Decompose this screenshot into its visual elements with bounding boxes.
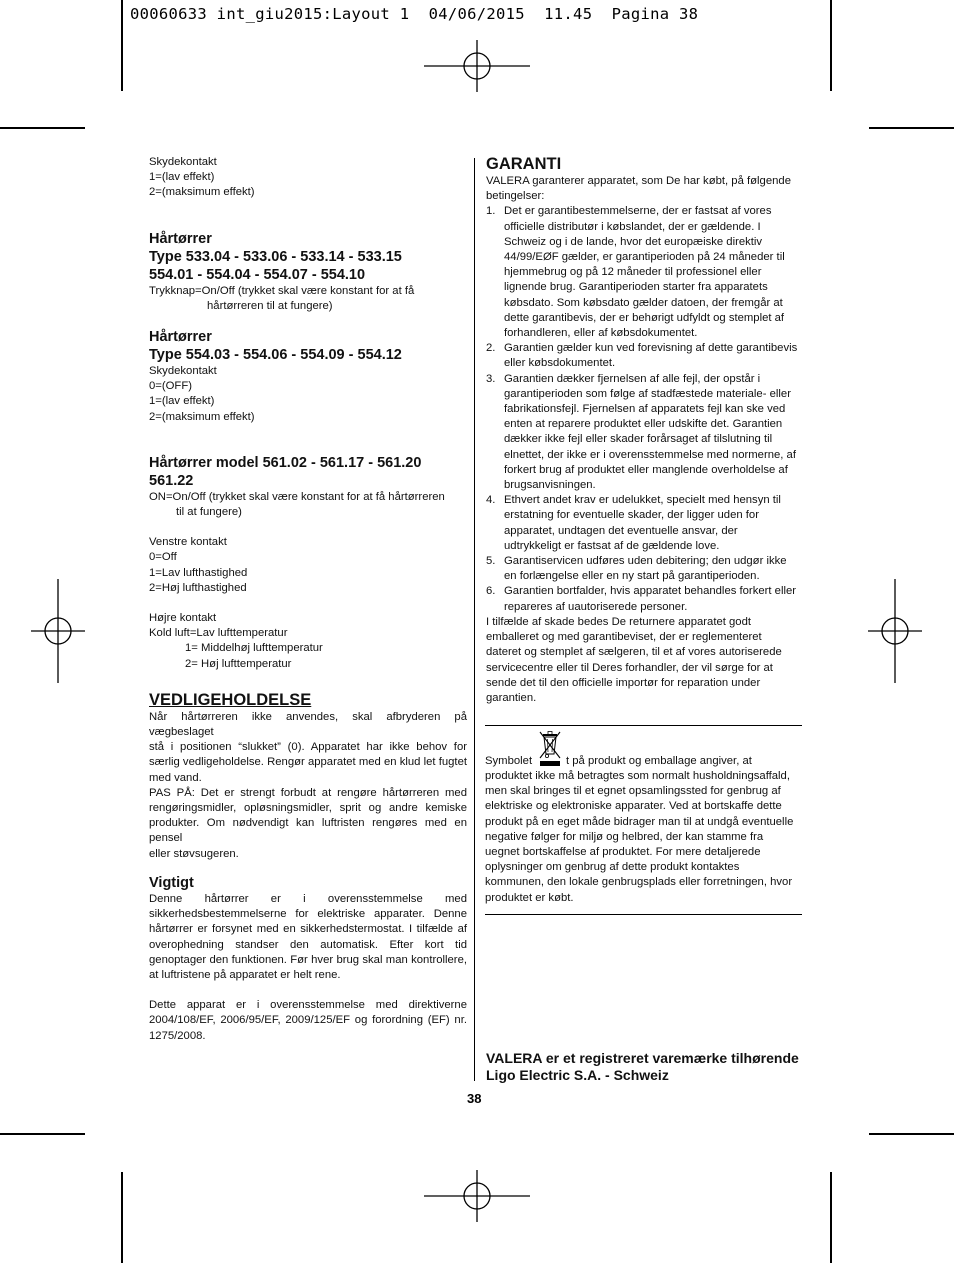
crop-mark	[869, 1133, 954, 1135]
text-line: 2= Høj lufttemperatur	[185, 657, 292, 670]
warranty-item	[486, 554, 804, 584]
text-line: fabrikationsfejl. Fjernelsen af apparatets fejl kan ske ved	[504, 403, 786, 416]
divider	[485, 914, 802, 915]
crop-mark	[830, 1172, 832, 1263]
section-title: VEDLIGEHOLDELSE	[149, 690, 312, 709]
section-title: Vigtigt	[149, 874, 194, 891]
text-line: til at fungere)	[176, 506, 242, 519]
text-line: uegnet bortskaffelse af produktet. For mere detaljerede	[485, 846, 761, 859]
warranty-item	[486, 204, 804, 341]
text-line: repareres af uautoriserede personer.	[504, 600, 688, 613]
text-line: 1=(lav effekt)	[149, 395, 215, 408]
model-types: Type 554.03 - 554.06 - 554.09 - 554.12	[149, 347, 402, 364]
text-line: garantiperioden som følge af stadfæstede materiale- eller	[504, 387, 791, 400]
text-line: med vand.	[149, 771, 202, 784]
section-title: GARANTI	[486, 155, 562, 173]
text-line: apparatet, undtagen det eventuelle ansvar, der	[504, 524, 738, 537]
text-line: officielle distributør i købslandet, der er gældende. I	[504, 220, 761, 233]
warranty-item-number: 1.	[486, 205, 496, 218]
text-line: kommunen, den lokale genbrugsplads eller forretningen, hvor	[485, 876, 793, 889]
text-line: hjemmebrug og på 12 måneder til professionel eller	[504, 266, 762, 279]
text-line: Dette apparat er i overensstemmelse med direktiverne	[149, 999, 467, 1012]
crop-mark	[0, 127, 85, 129]
text-line: men skal bringes til et egnet opsamlingssted for genbrug af	[485, 785, 781, 798]
text-line: Garantien bortfalder, hvis apparatet behandles forkert eller	[504, 585, 797, 598]
warranty-item-number: 5.	[486, 555, 496, 568]
weee-bin-icon	[538, 730, 562, 773]
text-line: 2004/108/EF, 2006/95/EF, 2009/125/EF og forordning (EF) nr.	[149, 1014, 467, 1027]
text-line: emballeret og med garantibeviset, der er reglementeret	[486, 631, 762, 644]
model-types: Type 533.04 - 533.06 - 533.14 - 533.15	[149, 248, 402, 265]
model-types: 554.01 - 554.04 - 554.07 - 554.10	[149, 266, 366, 283]
text-line: brugsanvisningen.	[504, 479, 596, 492]
text-line: 2=(maksimum effekt)	[149, 410, 255, 423]
section-title: Hårtørrer	[149, 329, 212, 346]
trademark-note	[486, 1050, 816, 1084]
crop-mark	[121, 0, 123, 91]
text-line: dateret og stemplet af sælgeren, til et af vores autoriserede	[486, 646, 782, 659]
crop-mark	[0, 1133, 85, 1135]
text-line: Garantien dækker fjernelsen af alle fejl, der opstår i	[504, 372, 761, 385]
text-line: 2=Høj lufthastighed	[149, 581, 247, 594]
text-line: en forlængelse eller en ny start på garantiperioden.	[504, 570, 760, 583]
warranty-item-text	[504, 341, 804, 371]
text-line: sende det til den officielle importør for reparation under	[486, 676, 761, 689]
text-line: 1=Lav lufthastighed	[149, 566, 248, 579]
text-line: betingelser:	[486, 190, 545, 203]
text-line: dette garantibevis, der er behørigt udfyldt og stemplet af	[504, 311, 785, 324]
text-line: dækker ikke fejl eller skader forårsaget af tilslutning til	[504, 433, 773, 446]
text-line: Skydekontakt	[149, 365, 217, 378]
warranty-item-number: 4.	[486, 494, 496, 507]
weee-section	[485, 754, 803, 906]
text-line: Højre kontakt	[149, 612, 217, 625]
section-title: Hårtørrer	[149, 230, 212, 247]
warranty-item-number: 2.	[486, 342, 496, 355]
text-line: genoptager den funktionen. Før hver brug skal man kontrollere,	[149, 953, 467, 966]
registration-mark-left	[31, 579, 85, 683]
text-line: Symbolet	[485, 755, 533, 767]
text-line: hårtørrer er forsynet med en sikkerhedstermostat. I tilfælde af	[149, 923, 467, 936]
text-line: 2=(maksimum effekt)	[149, 186, 255, 199]
text-line: Schweiz og i de lande, hvor det europæiske direktiv	[504, 235, 763, 248]
warranty-item-text	[504, 584, 804, 614]
text-line: 44/99/EØF gælder, er garantiperioden på 24 måneder til	[504, 251, 785, 264]
registration-mark-top	[424, 40, 530, 92]
text-line: forhandleren, eller af købsdokumentet.	[504, 327, 698, 340]
text-line: produkter. Om nødvendigt kan luftristen rengøres med en pensel	[149, 817, 467, 845]
text-line: 1= Middelhøj lufttemperatur	[185, 642, 323, 655]
text-line: forkert brug af produktet eller manglende overholdelse af	[504, 463, 788, 476]
text-line: Garantien gælder kun ved forevisning af dette garantibevis	[504, 342, 798, 355]
text-line: Kold luft=Lav lufttemperatur	[149, 627, 288, 640]
warranty-item	[486, 341, 804, 371]
text-line: elektriske og elektroniske apparater. Ved at bortskaffe dette	[485, 800, 782, 813]
text-line: hårtørreren til at fungere)	[207, 299, 333, 312]
text-line: Venstre kontakt	[149, 536, 227, 549]
warranty-item	[486, 584, 804, 614]
text-line: 1=(lav effekt)	[149, 171, 215, 184]
section-title: Hårtørrer model 561.02 - 561.17 - 561.20	[149, 454, 422, 471]
warranty-item-text	[504, 204, 804, 341]
crop-mark	[869, 127, 954, 129]
trademark-line: Ligo Electric S.A. - Schweiz	[486, 1067, 669, 1083]
text-line: eller købsdokumentet.	[504, 357, 616, 370]
text-line: lignende brug. Garantiperioden starter fra apparatets	[504, 281, 768, 294]
page-number: 38	[467, 1091, 482, 1106]
text-line: 1275/2008.	[149, 1029, 206, 1042]
text-line: Når hårtørreren ikke anvendes, skal afbryderen på vægbeslaget	[149, 710, 467, 739]
crop-mark	[830, 0, 832, 91]
crop-mark	[121, 1172, 123, 1263]
text-line: oplysninger om genbrug af dette produkt kontaktes	[485, 861, 740, 874]
warranty-item	[486, 493, 804, 554]
text-line: stå i positionen “slukket” (0). Apparatet har ikke behov for	[149, 741, 467, 754]
text-line: produktet er købt.	[485, 891, 574, 904]
text-line: elnettet, der ikke er i overensstemmelse med normerne, af	[504, 448, 796, 461]
text-line: t på produkt og emballage angiver, at	[566, 755, 752, 767]
text-line: Det er garantibestemmelserne, der er fastsat af vores	[504, 205, 772, 218]
print-slug: 00060633 int_giu2015:Layout 1 04/06/2015 11.45 Pagina 38	[130, 5, 699, 23]
text-line: 0=(OFF)	[149, 380, 192, 393]
text-line: ON=On/Off (trykket skal være konstant for at få hårtørreren	[149, 490, 445, 503]
text-line: rengøringsmidler, opløsningsmidler, sprit og andre kemiske	[149, 802, 467, 815]
text-line: produkt på en eget måde bidrager man til at undgå eventuelle	[485, 815, 794, 828]
section-title: 561.22	[149, 472, 194, 489]
text-line: overophedning standser den automatisk. Efter kort tid	[149, 938, 467, 951]
warranty-item-number: 3.	[486, 372, 496, 385]
text-line: garantien.	[486, 691, 537, 704]
text-line: Skydekontakt	[149, 156, 217, 168]
warranty-item	[486, 372, 804, 494]
text-line: at luftristene på apparatet er helt rene.	[149, 968, 341, 981]
registration-mark-right	[868, 579, 922, 683]
text-line: enten at reparere produktet eller udskifte det. Garantien	[504, 418, 783, 431]
text-line: produktet ikke må betragtes som normalt husholdningsaffald,	[485, 770, 790, 782]
text-line: erstatning for eventuelle skader, der ligger uden for	[504, 509, 759, 522]
warranty-item-number: 6.	[486, 585, 496, 598]
warranty-item-text	[504, 372, 804, 494]
warranty-item-text	[504, 554, 804, 584]
text-line: særlig vedligeholdelse. Rengør apparatet med en klud let fugtet	[149, 756, 467, 769]
text-line: Trykknap=On/Off (trykket skal være konstant for at få	[149, 284, 415, 297]
text-line: købsdato. Som købsdato gælder datoen, der fremgår at	[504, 296, 783, 309]
text-line: PAS PÅ: Det er strengt forbudt at rengøre hårtørreren med	[149, 786, 467, 799]
text-line: I tilfælde af skade bedes De returnere apparatet godt	[486, 615, 752, 628]
column-divider	[474, 158, 475, 1081]
trademark-line: VALERA er et registreret varemærke tilhørende	[486, 1050, 799, 1066]
text-line: udtrykkeligt er fastsat af de gældende love.	[504, 539, 720, 552]
divider	[485, 725, 802, 726]
registration-mark-bottom	[424, 1170, 530, 1222]
text-line: VALERA garanterer apparatet, som De har købt, på følgende	[486, 175, 791, 187]
text-line: servicecentre eller til Deres forhandler, der vil sørge for at	[486, 661, 773, 674]
left-column	[149, 155, 467, 1044]
text-line: Denne hårtørrer er i overensstemmelse med	[149, 892, 467, 905]
text-line: Garantiservicen udføres uden debitering; den udgør ikke	[504, 555, 787, 568]
text-line: sikkerhedsbestemmelserne for elektriske apparater. Denne	[149, 908, 467, 921]
right-column	[486, 154, 804, 706]
text-line: Ethvert andet krav er udelukket, specielt med hensyn til	[504, 494, 781, 507]
warranty-item-text	[504, 493, 804, 554]
warranty-list	[486, 204, 804, 614]
text-line: 0=Off	[149, 551, 177, 564]
text-line: negative følger for miljø og helbred, der kan stamme fra	[485, 830, 764, 843]
text-line: eller støvsugeren.	[149, 847, 239, 860]
